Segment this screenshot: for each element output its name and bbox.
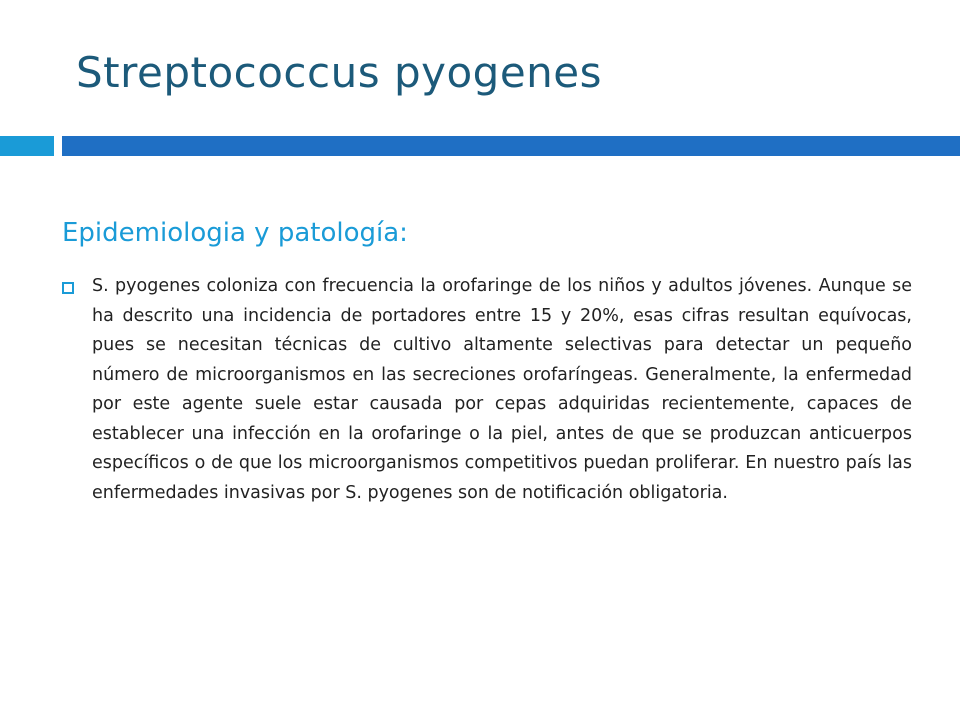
section-subtitle: Epidemiologia y patología: <box>62 218 408 248</box>
title-accent-bar-right <box>62 136 960 156</box>
bullet-text: S. pyogenes coloniza con frecuencia la orofaringe de los niños y adultos jóvenes. Aunque se ha descrito una incidencia de portadores entre 15 y 20%, esas cifras resultan equívocas, pues se necesitan técnicas de cultivo altamente selectivas para detectar un pequeño número de microorganismos en las secreciones orofaríngeas. Generalmente, la enfermedad por este agente suele estar causada por cepas adquiridas recientemente, capaces de establecer una infección en la orofaringe o la piel, antes de que se produzcan anticuerpos específicos o de que los microorganismos competitivos puedan proliferar. En nuestro país las enfermedades invasivas por S. pyogenes son de notificación obligatoria. <box>92 276 912 503</box>
title-accent-bar-left <box>0 136 54 156</box>
square-bullet-icon <box>62 282 74 294</box>
bullet-item <box>62 272 912 508</box>
slide-title: Streptococcus pyogenes <box>76 48 603 97</box>
